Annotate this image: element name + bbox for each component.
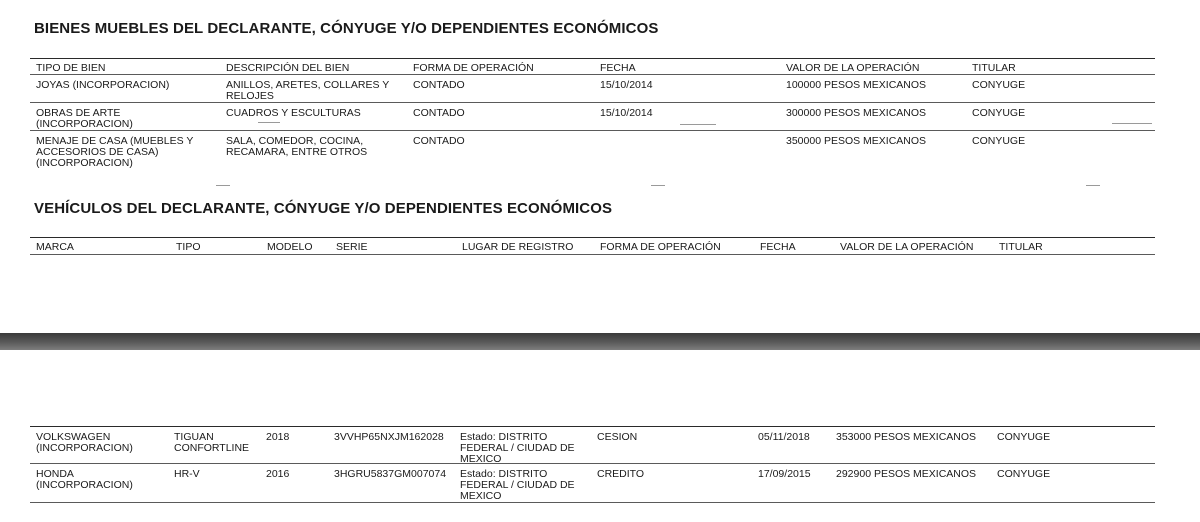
header-titular: TITULAR [972,62,1016,74]
table-top-rule [30,237,1155,238]
section-title-bienes-muebles: BIENES MUEBLES DEL DECLARANTE, CÓNYUGE Y/O DEPENDIENTES ECONÓMICOS [34,20,659,37]
cell-titular: CONYUGE [997,468,1051,480]
cell-tipo: CONFORTLINE [174,442,250,454]
header-serie: SERIE [336,241,368,253]
cell-forma: CONTADO [413,79,465,91]
header-fecha: FECHA [600,62,636,74]
cell-forma: CONTADO [413,135,465,147]
cell-descripcion: CUADROS Y ESCULTURAS [226,107,361,119]
cell-valor: 353000 PESOS MEXICANOS [836,431,977,443]
page-break-gap [0,333,1200,350]
scan-artifact [1112,123,1152,124]
cell-marca: VOLKSWAGEN [36,431,111,443]
header-forma-operacion: FORMA DE OPERACIÓN [600,241,721,253]
table-top-rule [30,58,1155,59]
header-valor-operacion: VALOR DE LA OPERACIÓN [786,62,920,74]
cell-tipo: (INCORPORACION) [36,118,133,130]
cell-descripcion: RELOJES [226,90,274,102]
cell-fecha: 15/10/2014 [600,79,653,91]
document-page-bottom [0,350,1200,522]
cell-descripcion: SALA, COMEDOR, COCINA, [226,135,364,147]
scan-artifact [680,124,716,125]
row-divider [30,102,1155,103]
row-divider [30,130,1155,131]
cell-modelo: 2018 [266,431,290,443]
cell-forma: CONTADO [413,107,465,119]
header-rule [30,254,1155,255]
header-fecha: FECHA [760,241,796,253]
cell-titular: CONYUGE [972,107,1026,119]
cell-lugar-registro: FEDERAL / CIUDAD DE [460,479,575,491]
row-divider [30,463,1155,464]
cell-tipo: OBRAS DE ARTE [36,107,121,119]
cell-modelo: 2016 [266,468,290,480]
table-top-rule [30,426,1155,427]
header-titular: TITULAR [999,241,1043,253]
cell-serie: 3HGRU5837GM007074 [334,468,447,480]
cell-tipo: MENAJE DE CASA (MUEBLES Y [36,135,194,147]
header-rule [30,74,1155,75]
header-descripcion: DESCRIPCIÓN DEL BIEN [226,62,350,74]
cell-fecha: 05/11/2018 [758,431,810,443]
cell-titular: CONYUGE [972,135,1026,147]
section-title-vehiculos: VEHÍCULOS DEL DECLARANTE, CÓNYUGE Y/O DEPENDIENTES ECONÓMICOS [34,200,613,217]
cell-descripcion: ANILLOS, ARETES, COLLARES Y [226,79,390,91]
cell-valor: 292900 PESOS MEXICANOS [836,468,977,480]
cell-forma: CESION [597,431,638,443]
cell-serie: 3VVHP65NXJM162028 [334,431,444,443]
cell-titular: CONYUGE [972,79,1026,91]
header-modelo: MODELO [267,241,313,253]
header-lugar-registro: LUGAR DE REGISTRO [462,241,574,253]
cell-tipo: ACCESORIOS DE CASA) [36,146,159,158]
cell-lugar-registro: MEXICO [460,453,502,465]
header-forma-operacion: FORMA DE OPERACIÓN [413,62,534,74]
cell-descripcion: RECAMARA, ENTRE OTROS [226,146,368,158]
cell-fecha: 15/10/2014 [600,107,653,119]
scan-artifact [258,122,280,123]
header-valor-operacion: VALOR DE LA OPERACIÓN [840,241,974,253]
header-tipo-de-bien: TIPO DE BIEN [36,62,106,74]
cell-tipo: TIGUAN [174,431,214,443]
header-tipo: TIPO [176,241,201,253]
row-divider [30,502,1155,503]
cell-forma: CREDITO [597,468,645,480]
scan-artifact [651,185,665,186]
cell-tipo: JOYAS (INCORPORACION) [36,79,170,91]
scan-artifact [1086,185,1100,186]
cell-tipo: HR-V [174,468,200,480]
cell-lugar-registro: MEXICO [460,490,502,502]
cell-marca: (INCORPORACION) [36,479,133,491]
cell-lugar-registro: Estado: DISTRITO [460,431,548,443]
cell-tipo: (INCORPORACION) [36,157,133,169]
cell-lugar-registro: Estado: DISTRITO [460,468,548,480]
cell-valor: 100000 PESOS MEXICANOS [786,79,927,91]
header-marca: MARCA [36,241,74,253]
cell-marca: HONDA [36,468,74,480]
scan-artifact [216,185,230,186]
cell-titular: CONYUGE [997,431,1051,443]
cell-lugar-registro: FEDERAL / CIUDAD DE [460,442,575,454]
cell-fecha: 17/09/2015 [758,468,811,480]
cell-valor: 350000 PESOS MEXICANOS [786,135,927,147]
cell-valor: 300000 PESOS MEXICANOS [786,107,927,119]
cell-marca: (INCORPORACION) [36,442,133,454]
